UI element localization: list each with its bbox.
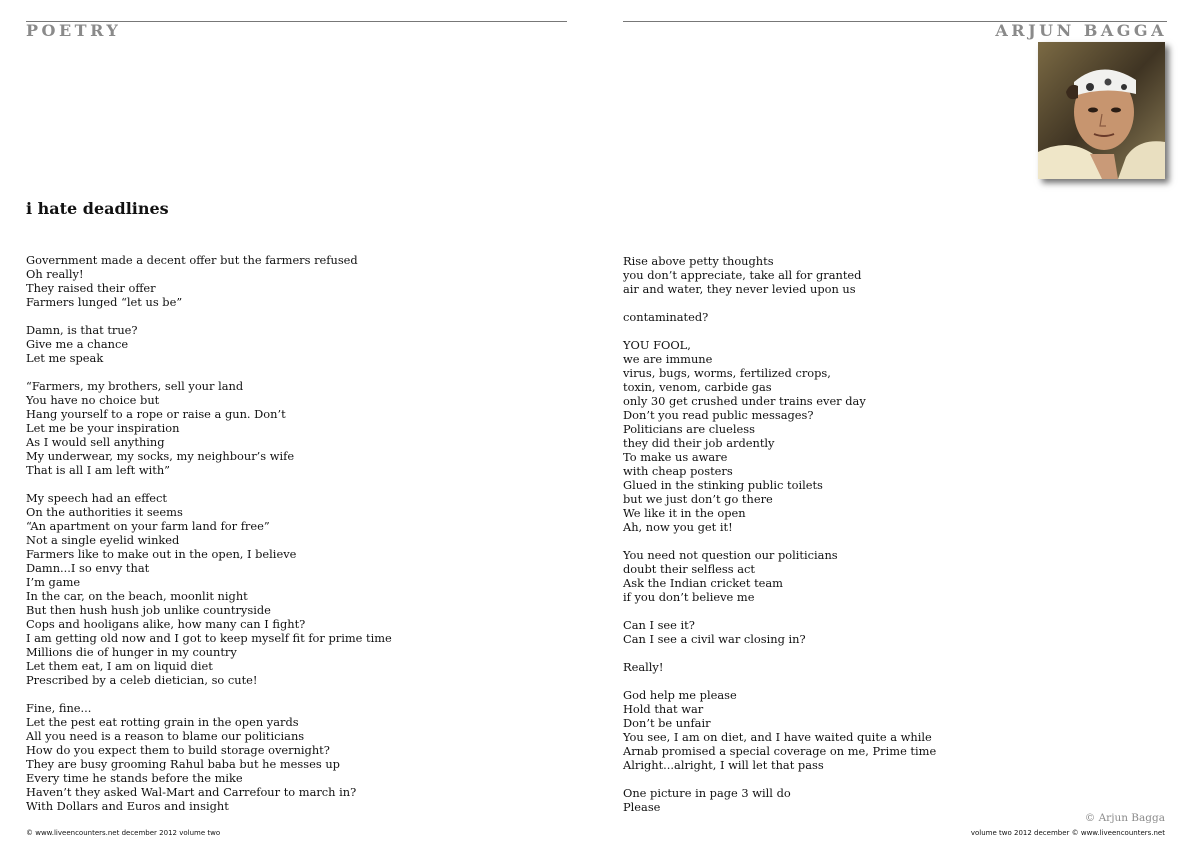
poem-line: Really! bbox=[623, 660, 664, 674]
poem-line: YOU FOOL, bbox=[623, 338, 691, 352]
stanza bbox=[623, 338, 1163, 534]
poem-line: Politicians are clueless bbox=[623, 422, 755, 436]
stanza bbox=[26, 379, 586, 477]
poem-line: Haven’t they asked Wal-Mart and Carrefour to march in? bbox=[26, 785, 357, 799]
stanza bbox=[26, 253, 586, 309]
poem-line: Can I see a civil war closing in? bbox=[623, 632, 806, 646]
poem-line: I am getting old now and I got to keep myself fit for prime time bbox=[26, 631, 392, 645]
poem-line: Damn...I so envy that bbox=[26, 561, 150, 575]
section-label: POETRY bbox=[26, 21, 122, 40]
poem-line: Please bbox=[623, 800, 661, 814]
poem-line: God help me please bbox=[623, 688, 737, 702]
poem-line: You need not question our politicians bbox=[623, 548, 838, 562]
poem-line: Oh really! bbox=[26, 267, 84, 281]
poem-line: we are immune bbox=[623, 352, 713, 366]
poem-line: With Dollars and Euros and insight bbox=[26, 799, 229, 813]
poem-line: Arnab promised a special coverage on me, Prime time bbox=[623, 744, 937, 758]
poem-title: i hate deadlines bbox=[26, 199, 169, 218]
poem-line: Not a single eyelid winked bbox=[26, 533, 180, 547]
footer-left: © www.liveencounters.net december 2012 volume two bbox=[26, 829, 221, 837]
poem-line: virus, bugs, worms, fertilized crops, bbox=[623, 366, 831, 380]
poem-line: Can I see it? bbox=[623, 618, 695, 632]
author-name: ARJUN BAGGA bbox=[995, 21, 1167, 40]
poem-line: To make us aware bbox=[623, 450, 728, 464]
poem-line: they did their job ardently bbox=[623, 436, 775, 450]
poem-line: Glued in the stinking public toilets bbox=[623, 478, 823, 492]
poem-line: air and water, they never levied upon us bbox=[623, 282, 856, 296]
poem-line: But then hush hush job unlike countryside bbox=[26, 603, 271, 617]
poem-line: Government made a decent offer but the farmers refused bbox=[26, 253, 358, 267]
poem-line: doubt their selfless act bbox=[623, 562, 755, 576]
poem-column-left bbox=[26, 253, 586, 813]
portrait-illustration bbox=[1038, 42, 1165, 179]
copyright-notice: © Arjun Bagga bbox=[1084, 812, 1165, 824]
poem-line: They are busy grooming Rahul baba but he messes up bbox=[26, 757, 340, 771]
poem-line: “Farmers, my brothers, sell your land bbox=[26, 379, 244, 393]
poem-line: Millions die of hunger in my country bbox=[26, 645, 237, 659]
stanza bbox=[623, 688, 1163, 772]
poem-line: My underwear, my socks, my neighbour’s wife bbox=[26, 449, 295, 463]
stanza bbox=[623, 786, 1163, 814]
poem-line: They raised their offer bbox=[26, 281, 156, 295]
stanza bbox=[26, 491, 586, 687]
stanza bbox=[623, 254, 1163, 296]
poem-line: Cops and hooligans alike, how many can I fight? bbox=[26, 617, 306, 631]
poem-line: Damn, is that true? bbox=[26, 323, 138, 337]
poem-line: All you need is a reason to blame our politicians bbox=[26, 729, 305, 743]
poem-line: My speech had an effect bbox=[26, 491, 167, 505]
stanza bbox=[623, 310, 1163, 324]
poem-line: Don’t be unfair bbox=[623, 716, 711, 730]
poem-line: “An apartment on your farm land for free” bbox=[26, 519, 270, 533]
poem-line: How do you expect them to build storage overnight? bbox=[26, 743, 330, 757]
stanza bbox=[623, 618, 1163, 646]
poem-line: Farmers lunged “let us be” bbox=[26, 295, 183, 309]
poem-column-right bbox=[623, 254, 1163, 814]
poem-line: Hang yourself to a rope or raise a gun. Don’t bbox=[26, 407, 286, 421]
poem-line: you don’t appreciate, take all for granted bbox=[623, 268, 862, 282]
poem-line: Let me speak bbox=[26, 351, 104, 365]
poem-line: That is all I am left with” bbox=[26, 463, 170, 477]
poem-line: As I would sell anything bbox=[26, 435, 165, 449]
poem-line: only 30 get crushed under trains ever day bbox=[623, 394, 866, 408]
poem-line: Hold that war bbox=[623, 702, 704, 716]
author-portrait bbox=[1038, 42, 1165, 179]
footer-right: volume two 2012 december © www.liveencounters.net bbox=[970, 829, 1165, 837]
poem-line: toxin, venom, carbide gas bbox=[623, 380, 772, 394]
poem-line: Rise above petty thoughts bbox=[623, 254, 774, 268]
poem-line: contaminated? bbox=[623, 310, 709, 324]
poem-line: Prescribed by a celeb dietician, so cute! bbox=[26, 673, 258, 687]
poem-line: I’m game bbox=[26, 575, 81, 589]
poem-line: Give me a chance bbox=[26, 337, 129, 351]
stanza bbox=[26, 323, 586, 365]
poem-line: Let them eat, I am on liquid diet bbox=[26, 659, 213, 673]
poem-line: Farmers like to make out in the open, I believe bbox=[26, 547, 297, 561]
poem-line: We like it in the open bbox=[623, 506, 746, 520]
poem-line: Ask the Indian cricket team bbox=[623, 576, 783, 590]
poem-line: On the authorities it seems bbox=[26, 505, 183, 519]
poem-line: if you don’t believe me bbox=[623, 590, 755, 604]
poem-line: Every time he stands before the mike bbox=[26, 771, 243, 785]
poem-line: Don’t you read public messages? bbox=[623, 408, 814, 422]
poem-line: Let the pest eat rotting grain in the open yards bbox=[26, 715, 299, 729]
poem-line: One picture in page 3 will do bbox=[623, 786, 791, 800]
poem-line: You have no choice but bbox=[26, 393, 160, 407]
poem-line: Let me be your inspiration bbox=[26, 421, 180, 435]
poem-line: but we just don’t go there bbox=[623, 492, 773, 506]
poem-line: Fine, fine... bbox=[26, 701, 92, 715]
poem-line: with cheap posters bbox=[623, 464, 733, 478]
poem-line: Alright...alright, I will let that pass bbox=[623, 758, 824, 772]
poem-line: You see, I am on diet, and I have waited quite a while bbox=[623, 730, 932, 744]
stanza bbox=[623, 660, 1163, 674]
stanza bbox=[623, 548, 1163, 604]
poem-line: In the car, on the beach, moonlit night bbox=[26, 589, 248, 603]
poem-line: Ah, now you get it! bbox=[623, 520, 733, 534]
stanza bbox=[26, 701, 586, 813]
